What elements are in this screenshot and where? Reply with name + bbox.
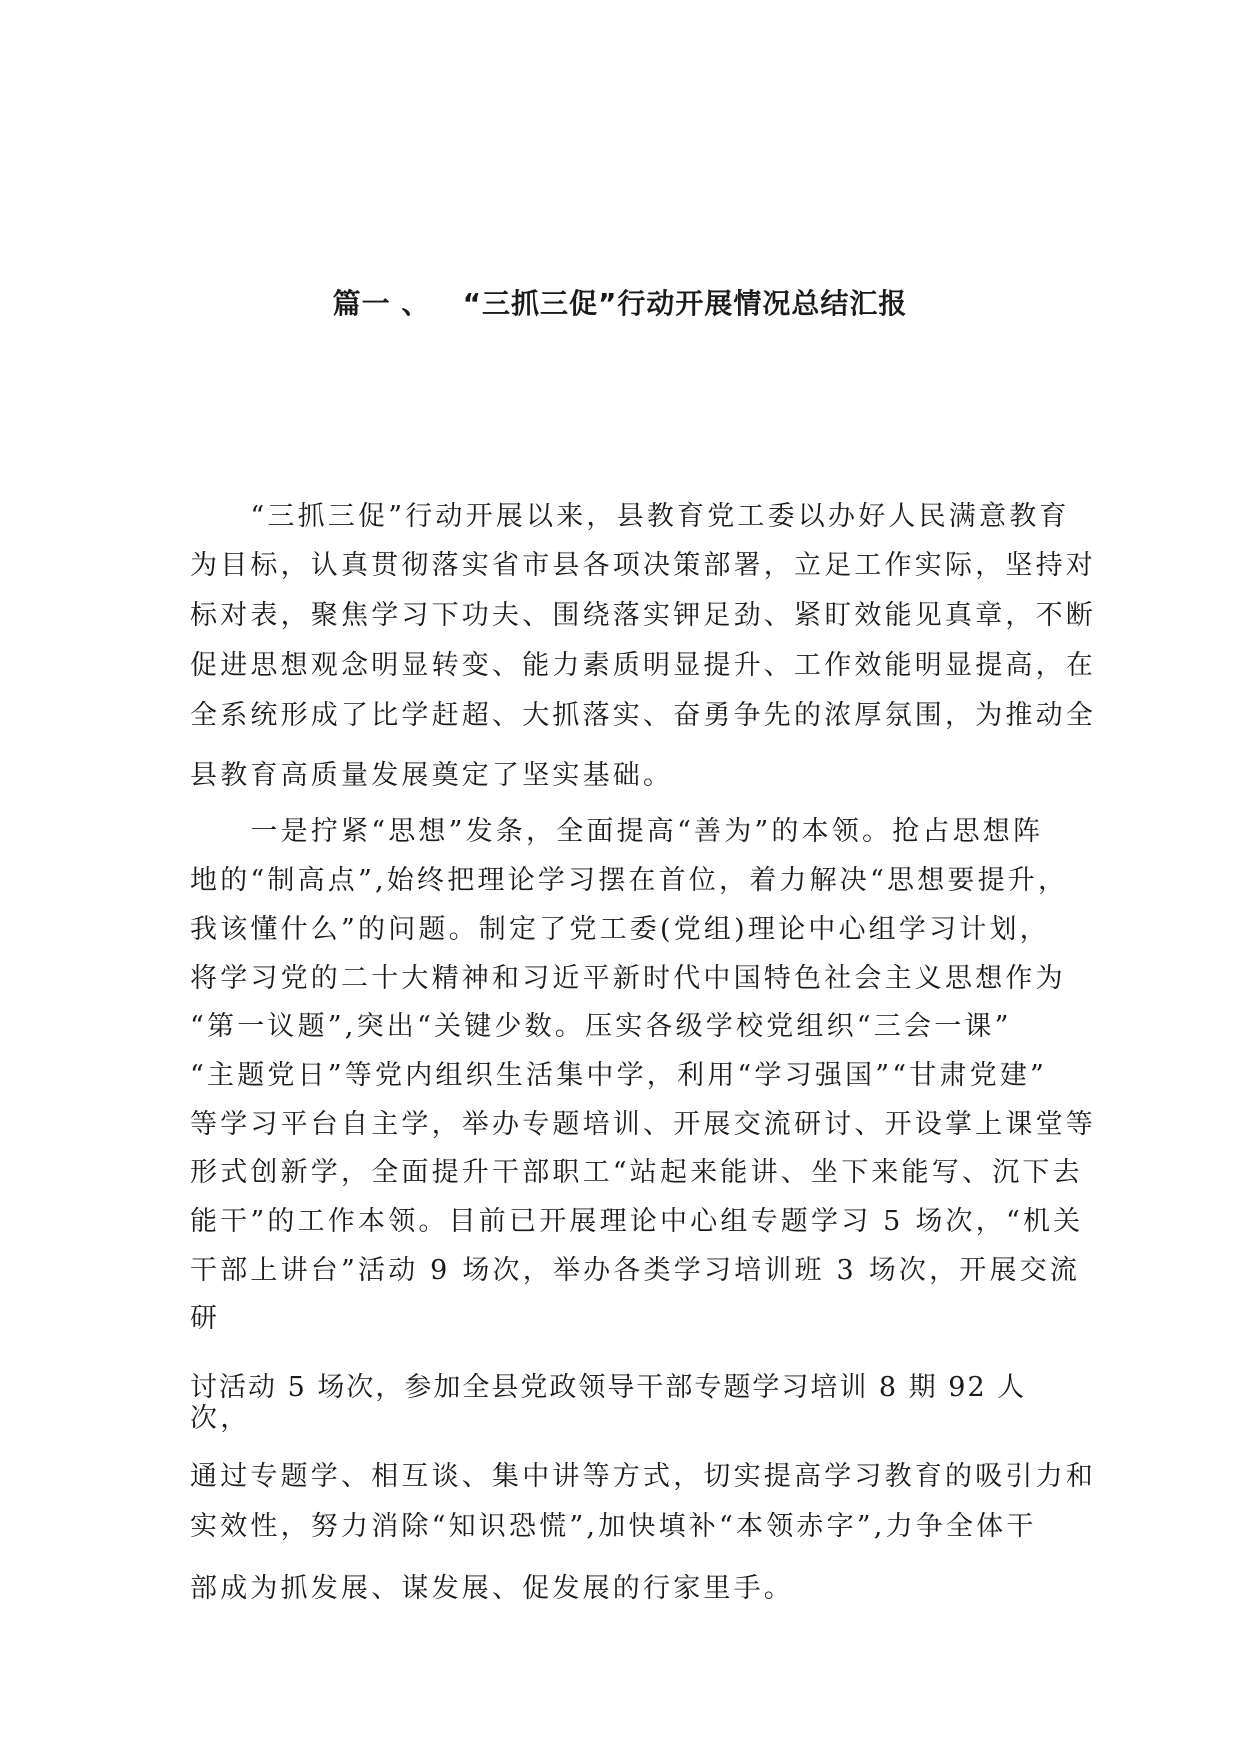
text-line: 干部上讲台”活动 9 场次，举办各类学习培训班 3 场次，开展交流 xyxy=(190,1255,1081,1286)
page-title: 篇一 、 “三抓三促”行动开展情况总结汇报 xyxy=(332,287,908,320)
text-line: 能干”的工作本领。目前已开展理论中心组专题学习 5 场次，“机关 xyxy=(190,1206,1084,1237)
text-line: “第一议题”,突出“关键少数。压实各级学校党组织“三会一课” xyxy=(190,1011,1012,1042)
text-line: 研 xyxy=(190,1303,221,1334)
text-line: 一是拧紧“思想”发条，全面提高“善为”的本领。抢占思想阵 xyxy=(190,816,1044,847)
text-line: 部成为抓发展、谋发展、促发展的行家里手。 xyxy=(190,1573,794,1604)
text-line: 我该懂什么”的问题。制定了党工委(党组)理论中心组学习计划， xyxy=(190,914,1050,945)
text-line: 标对表，聚焦学习下功夫、围绕落实钾足劲、紧盯效能见真章，不断 xyxy=(190,600,1096,631)
text-line: 讨活动 5 场次，参加全县党政领导干部专题学习培训 8 期 92 人 xyxy=(190,1372,1027,1403)
text-line: 等学习平台自主学，举办专题培训、开展交流研讨、开设掌上课堂等 xyxy=(190,1109,1096,1140)
text-line: 将学习党的二十大精神和习近平新时代中国特色社会主义思想作为 xyxy=(190,963,1066,994)
text-line: 通过专题学、相互谈、集中讲等方式，切实提高学习教育的吸引力和 xyxy=(190,1461,1096,1492)
text-line: 县教育高质量发展奠定了坚实基础。 xyxy=(190,760,674,791)
text-line: 实效性，努力消除“知识恐慌”,加快填补“本领赤字”,力争全体干 xyxy=(190,1511,1037,1542)
text-line: 促进思想观念明显转变、能力素质明显提升、工作效能明显提高，在 xyxy=(190,650,1096,681)
text-line: 地的“制高点”,始终把理论学习摆在首位，着力解决“思想要提升， xyxy=(190,865,1069,896)
text-line: “主题党日”等党内组织生活集中学，利用“学习强国”“甘肃党建” xyxy=(190,1060,1048,1091)
text-line: 形式创新学，全面提升干部职工“站起来能讲、坐下来能写、沉下去 xyxy=(190,1157,1083,1188)
text-line: 为目标，认真贯彻落实省市县各项决策部署，立足工作实际，坚持对 xyxy=(190,550,1096,581)
text-line: 次， xyxy=(190,1403,251,1434)
text-line: 全系统形成了比学赶超、大抓落实、奋勇争先的浓厚氛围，为推动全 xyxy=(190,700,1096,731)
text-line: “三抓三促”行动开展以来，县教育党工委以办好人民满意教育 xyxy=(190,501,1070,532)
